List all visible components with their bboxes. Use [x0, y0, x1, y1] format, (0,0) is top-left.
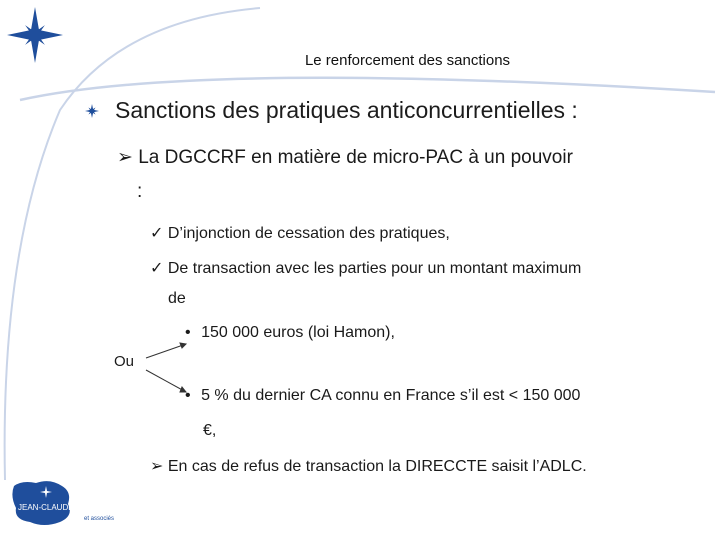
logo-name-text: JEAN-CLAUDE COULON: [18, 503, 111, 512]
refus-item: [150, 456, 587, 476]
branch-arrows: [146, 343, 186, 392]
transaction-item: [150, 258, 581, 278]
dgccrf-text: La DGCCRF en matière de micro-PAC à un pouvoir: [138, 147, 573, 168]
dgccrf-line: [117, 146, 573, 169]
option-two-text: 5 % du dernier CA connu en France s’il est < 150 000: [201, 387, 581, 404]
check-bullet-icon: ✓: [150, 260, 164, 277]
dgccrf-continuation: :: [137, 181, 143, 202]
injonction-text: D’injonction de cessation des pratiques,: [167, 225, 450, 242]
dot-bullet-icon: •: [185, 387, 191, 404]
arrow-bullet-icon: ➢: [150, 458, 164, 475]
logo-sub-text: et associés: [84, 516, 115, 522]
ou-label: Ou: [114, 353, 135, 370]
dot-bullet-icon: •: [185, 324, 191, 341]
option-two-item: [185, 387, 580, 405]
transaction-continuation: de: [168, 290, 186, 307]
option-one-item: [185, 324, 395, 342]
option-two-continuation: €,: [203, 422, 217, 439]
logo-graphic-icon: [10, 478, 128, 528]
injonction-item: [150, 223, 450, 243]
slide-title: Le renforcement des sanctions: [304, 52, 511, 69]
option-one-text: 150 000 euros (loi Hamon),: [201, 324, 395, 341]
section-heading: Sanctions des pratiques anticoncurrentielles :: [115, 97, 578, 123]
company-logo: [10, 478, 128, 528]
check-bullet-icon: ✓: [150, 225, 164, 242]
arrow-bullet-icon: ➢: [117, 147, 133, 168]
star-bullet-icon: [85, 104, 99, 118]
transaction-text: De transaction avec les parties pour un montant maximum: [167, 260, 582, 277]
refus-text: En cas de refus de transaction la DIRECCTE saisit l’ADLC.: [167, 458, 587, 475]
